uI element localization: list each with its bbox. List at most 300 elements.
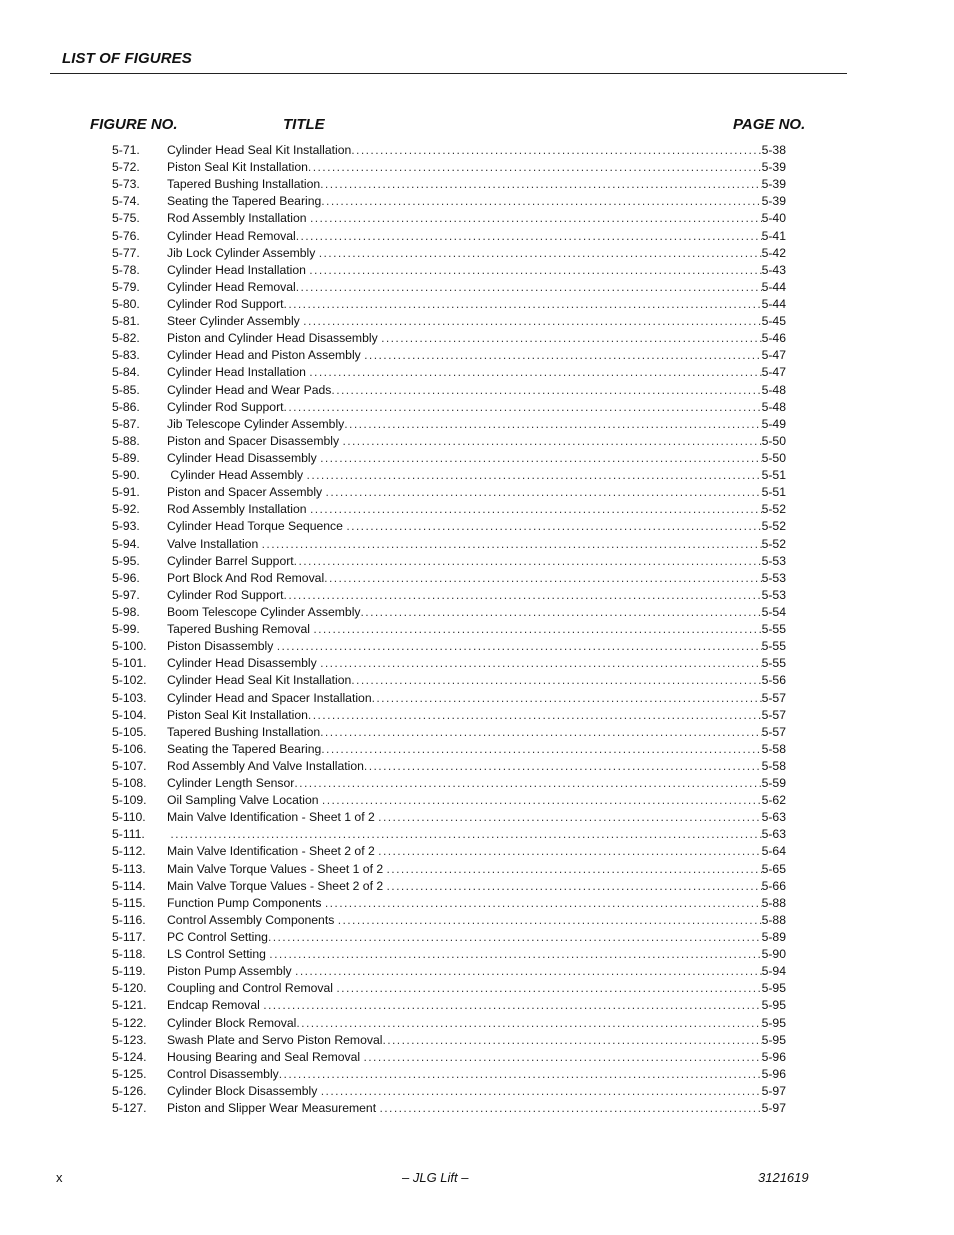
- figure-number: 5-71.: [112, 143, 140, 157]
- dot-leader: [309, 364, 761, 381]
- figure-number: 5-91.: [112, 485, 140, 500]
- dot-leader: [379, 1100, 761, 1117]
- figure-entry: [167, 245, 786, 262]
- figure-entry: [167, 895, 786, 912]
- figure-number: 5-109.: [112, 793, 147, 808]
- figure-entry: [167, 690, 786, 707]
- figure-number: 5-97.: [112, 587, 140, 602]
- list-item[interactable]: [112, 861, 786, 878]
- figure-title: Cylinder Barrel Support: [167, 553, 294, 568]
- figure-entry: [167, 142, 786, 159]
- figure-title: Cylinder Block Disassembly: [167, 1084, 321, 1099]
- figure-entry: [167, 724, 786, 741]
- figure-title: Function Pump Components: [167, 895, 325, 910]
- list-item[interactable]: [112, 775, 786, 792]
- dot-leader: [310, 501, 762, 518]
- figure-title: Cylinder Head Removal: [167, 279, 296, 294]
- list-item[interactable]: [112, 655, 786, 672]
- figure-title: PC Control Setting: [167, 930, 268, 945]
- figure-title: Steer Cylinder Assembly: [167, 314, 304, 329]
- figure-number: 5-96.: [112, 570, 140, 585]
- figure-number: 5-90.: [112, 468, 140, 483]
- list-item[interactable]: [112, 484, 786, 501]
- figure-page: 5-46: [761, 331, 786, 346]
- list-item[interactable]: [112, 347, 786, 364]
- figure-page: 5-88: [761, 912, 786, 927]
- figure-entry: [167, 1049, 786, 1066]
- figure-page: 5-95: [761, 1032, 786, 1047]
- dot-leader: [361, 604, 762, 621]
- figure-title: Swash Plate and Servo Piston Removal: [167, 1032, 383, 1047]
- list-item[interactable]: [112, 843, 786, 860]
- figure-title: Cylinder Head Installation: [167, 365, 310, 380]
- figure-title: Main Valve Torque Values - Sheet 2 of 2: [167, 878, 387, 893]
- figure-title: Piston and Slipper Wear Measurement: [167, 1101, 380, 1116]
- figure-entry: [167, 416, 786, 433]
- dot-leader: [320, 724, 761, 741]
- list-item[interactable]: [112, 1083, 786, 1100]
- list-item[interactable]: [112, 690, 786, 707]
- figure-number: 5-98.: [112, 604, 140, 619]
- figure-entry: [167, 1032, 786, 1049]
- dot-leader: [321, 1083, 762, 1100]
- dot-leader: [364, 347, 761, 364]
- list-item[interactable]: [112, 399, 786, 416]
- dot-leader: [325, 895, 762, 912]
- figure-title: Cylinder Rod Support: [167, 587, 284, 602]
- dot-leader: [336, 980, 761, 997]
- figure-title: Cylinder Head Torque Sequence: [167, 519, 347, 534]
- list-item[interactable]: [112, 262, 786, 279]
- list-item[interactable]: [112, 963, 786, 980]
- figure-number: 5-84.: [112, 365, 140, 380]
- figure-title: Tapered Bushing Removal: [167, 622, 314, 637]
- list-item[interactable]: [112, 878, 786, 895]
- figure-page: 5-47: [761, 365, 786, 380]
- figure-entry: [167, 912, 786, 929]
- figure-entry: [167, 296, 786, 313]
- list-item[interactable]: [112, 604, 786, 621]
- dot-leader: [277, 638, 762, 655]
- dot-leader: [170, 826, 761, 843]
- figure-page: 5-66: [761, 878, 786, 893]
- figure-title: Tapered Bushing Installation: [167, 177, 321, 192]
- dot-leader: [338, 912, 762, 929]
- figure-title: Jib Telescope Cylinder Assembly: [167, 416, 345, 431]
- figure-number: 5-100.: [112, 639, 147, 654]
- figure-entry: [167, 621, 786, 638]
- figure-page: 5-40: [761, 211, 786, 226]
- figure-number: 5-95.: [112, 553, 140, 568]
- dot-leader: [363, 1049, 761, 1066]
- figure-page: 5-59: [761, 776, 786, 791]
- figure-entry: [167, 792, 786, 809]
- list-item[interactable]: [112, 228, 786, 245]
- figure-page: 5-62: [761, 793, 786, 808]
- header-rule: [50, 73, 847, 74]
- figure-page: 5-39: [761, 177, 786, 192]
- figure-number: 5-118.: [112, 947, 146, 962]
- figure-number: 5-121.: [112, 998, 147, 1013]
- list-item[interactable]: [112, 330, 786, 347]
- figure-title: Piston Seal Kit Installation: [167, 707, 308, 722]
- figure-number: 5-106.: [112, 741, 147, 756]
- dot-leader: [324, 570, 761, 587]
- figure-page: 5-58: [761, 758, 786, 773]
- list-item[interactable]: [112, 758, 786, 775]
- list-item[interactable]: [112, 707, 786, 724]
- dot-leader: [296, 279, 762, 296]
- dot-leader: [268, 929, 762, 946]
- list-item[interactable]: [112, 159, 786, 176]
- figure-page: 5-63: [761, 827, 786, 842]
- dot-leader: [263, 997, 761, 1014]
- figure-number: 5-88.: [112, 433, 140, 448]
- dot-leader: [269, 946, 761, 963]
- figure-entry: [167, 963, 786, 980]
- figure-page: 5-39: [761, 194, 786, 209]
- figure-entry: [167, 553, 786, 570]
- figure-page: 5-97: [761, 1101, 786, 1116]
- figure-entry: [167, 655, 786, 672]
- column-head-page-no: PAGE NO.: [733, 116, 806, 133]
- list-item[interactable]: [112, 313, 786, 330]
- figure-entry: [167, 382, 786, 399]
- figure-title: Cylinder Head and Spacer Installation: [167, 690, 372, 705]
- figure-title: Piston Seal Kit Installation: [167, 160, 308, 175]
- list-item[interactable]: [112, 912, 786, 929]
- figure-page: 5-97: [761, 1084, 786, 1099]
- figure-number: 5-78.: [112, 262, 140, 277]
- list-item[interactable]: [112, 1100, 786, 1117]
- figure-page: 5-63: [761, 810, 786, 825]
- list-item[interactable]: [112, 570, 786, 587]
- figure-number: 5-75.: [112, 211, 140, 226]
- list-item[interactable]: [112, 245, 786, 262]
- dot-leader: [364, 758, 762, 775]
- list-item[interactable]: [112, 809, 786, 826]
- figure-number: 5-73.: [112, 177, 140, 192]
- list-item[interactable]: [112, 142, 786, 159]
- figure-entry: [167, 536, 786, 553]
- list-item[interactable]: [112, 296, 786, 313]
- figure-page: 5-88: [761, 895, 786, 910]
- figure-entry: [167, 672, 786, 689]
- list-item[interactable]: [112, 895, 786, 912]
- dot-leader: [387, 861, 762, 878]
- figure-entry: [167, 878, 786, 895]
- figure-title: Cylinder Head Disassembly: [167, 656, 321, 671]
- figure-page: 5-39: [761, 160, 786, 175]
- figure-number: 5-112.: [112, 844, 146, 859]
- figure-title: Control Assembly Components: [167, 912, 338, 927]
- list-item[interactable]: [112, 997, 786, 1014]
- list-item[interactable]: [112, 176, 786, 193]
- figure-page: 5-55: [761, 639, 786, 654]
- list-item[interactable]: [112, 741, 786, 758]
- list-item[interactable]: [112, 553, 786, 570]
- dot-leader: [320, 450, 762, 467]
- dot-leader: [321, 193, 761, 210]
- dot-leader: [331, 382, 761, 399]
- figure-page: 5-52: [761, 502, 786, 517]
- figure-number: 5-82.: [112, 331, 140, 346]
- figure-entry: [167, 313, 786, 330]
- dot-leader: [294, 553, 762, 570]
- list-item[interactable]: [112, 416, 786, 433]
- dot-leader: [284, 399, 762, 416]
- dot-leader: [322, 792, 762, 809]
- figure-title: Cylinder Head Seal Kit Installation: [167, 673, 352, 688]
- list-item[interactable]: [112, 929, 786, 946]
- figure-page: 5-95: [761, 1015, 786, 1030]
- figure-number: 5-127.: [112, 1101, 147, 1116]
- figure-page: 5-95: [761, 998, 786, 1013]
- figure-entry: [167, 826, 786, 843]
- dot-leader: [372, 690, 762, 707]
- dot-leader: [296, 1015, 761, 1032]
- figure-number: 5-113.: [112, 861, 146, 876]
- figure-title: Coupling and Control Removal: [167, 981, 337, 996]
- figure-entry: [167, 228, 786, 245]
- figure-title: Rod Assembly Installation: [167, 502, 310, 517]
- figure-entry: [167, 980, 786, 997]
- figure-title: Oil Sampling Valve Location: [167, 793, 322, 808]
- figure-number: 5-85.: [112, 382, 140, 397]
- figure-title: LS Control Setting: [167, 947, 270, 962]
- figure-page: 5-55: [761, 656, 786, 671]
- list-item[interactable]: [112, 467, 786, 484]
- figure-entry: [167, 758, 786, 775]
- figure-page: 5-96: [761, 1066, 786, 1081]
- figure-entry: [167, 775, 786, 792]
- figure-number: 5-107.: [112, 758, 147, 773]
- list-item[interactable]: [112, 433, 786, 450]
- figure-page: 5-44: [761, 279, 786, 294]
- figure-page: 5-43: [761, 262, 786, 277]
- footer-doc-number: 3121619: [758, 1170, 809, 1185]
- list-item[interactable]: [112, 946, 786, 963]
- figure-page: 5-53: [761, 553, 786, 568]
- list-item[interactable]: [112, 501, 786, 518]
- dot-leader: [309, 262, 761, 279]
- dot-leader: [319, 245, 762, 262]
- dot-leader: [320, 655, 762, 672]
- figure-page: 5-48: [761, 399, 786, 414]
- figure-entry: [167, 1015, 786, 1032]
- list-item[interactable]: [112, 826, 786, 843]
- list-item[interactable]: [112, 724, 786, 741]
- figure-page: 5-50: [761, 433, 786, 448]
- figure-number: 5-77.: [112, 245, 140, 260]
- figure-number: 5-72.: [112, 160, 140, 175]
- list-item[interactable]: [112, 621, 786, 638]
- dot-leader: [378, 843, 761, 860]
- figure-number: 5-110.: [112, 810, 146, 825]
- list-item[interactable]: [112, 980, 786, 997]
- figure-entry: [167, 347, 786, 364]
- figure-title: Tapered Bushing Installation: [167, 724, 321, 739]
- figure-number: 5-80.: [112, 296, 140, 311]
- list-item[interactable]: [112, 536, 786, 553]
- figure-page: 5-44: [761, 296, 786, 311]
- figure-number: 5-81.: [112, 314, 140, 329]
- figure-number: 5-123.: [112, 1032, 147, 1047]
- list-item[interactable]: [112, 638, 786, 655]
- figure-title: Cylinder Head Removal: [167, 228, 296, 243]
- figure-number: 5-74.: [112, 194, 140, 209]
- dot-leader: [351, 142, 761, 159]
- figure-page: 5-42: [761, 245, 786, 260]
- figure-title: Rod Assembly And Valve Installation: [167, 758, 364, 773]
- figure-number: 5-115.: [112, 895, 146, 910]
- figure-entry: [167, 330, 786, 347]
- figure-title: Cylinder Head and Wear Pads: [167, 382, 332, 397]
- figure-page: 5-58: [761, 741, 786, 756]
- dot-leader: [344, 416, 761, 433]
- figure-page: 5-95: [761, 981, 786, 996]
- figure-title: Cylinder Head Installation: [167, 262, 310, 277]
- list-item[interactable]: [112, 1032, 786, 1049]
- figure-number: 5-103.: [112, 690, 147, 705]
- figure-number: 5-93.: [112, 519, 140, 534]
- list-item[interactable]: [112, 193, 786, 210]
- dot-leader: [387, 878, 762, 895]
- list-item[interactable]: [112, 364, 786, 381]
- dot-leader: [326, 484, 762, 501]
- figure-entry: [167, 501, 786, 518]
- figure-page: 5-55: [761, 622, 786, 637]
- footer-publisher: – JLG Lift –: [402, 1170, 469, 1185]
- figure-number: 5-125.: [112, 1066, 147, 1081]
- dot-leader: [346, 518, 761, 535]
- figure-title: Piston Disassembly: [167, 639, 277, 654]
- list-item[interactable]: [112, 518, 786, 535]
- figure-page: 5-57: [761, 690, 786, 705]
- list-item[interactable]: [112, 450, 786, 467]
- figure-number: 5-126.: [112, 1084, 147, 1099]
- figure-entry: [167, 861, 786, 878]
- dot-leader: [382, 1032, 761, 1049]
- figure-title: Main Valve Identification - Sheet 2 of 2: [167, 844, 379, 859]
- figure-page: 5-53: [761, 587, 786, 602]
- figure-page: 5-89: [761, 930, 786, 945]
- figure-page: 5-51: [761, 485, 786, 500]
- figure-title: Piston and Spacer Assembly: [167, 485, 326, 500]
- figure-title: Cylinder Head Seal Kit Installation: [167, 143, 352, 157]
- figure-entry: [167, 587, 786, 604]
- list-item[interactable]: [112, 210, 786, 227]
- dot-leader: [295, 963, 762, 980]
- figure-number: 5-76.: [112, 228, 140, 243]
- figure-page: 5-57: [761, 724, 786, 739]
- figure-page: 5-47: [761, 348, 786, 363]
- figure-page: 5-45: [761, 314, 786, 329]
- figure-title: Control Disassembly: [167, 1066, 279, 1081]
- figure-page: 5-96: [761, 1049, 786, 1064]
- figure-page: 5-65: [761, 861, 786, 876]
- figure-entry: [167, 741, 786, 758]
- list-item[interactable]: [112, 672, 786, 689]
- dot-leader: [321, 741, 761, 758]
- list-item[interactable]: [112, 279, 786, 296]
- dot-leader: [296, 228, 762, 245]
- figure-page: 5-54: [761, 604, 786, 619]
- figure-page: 5-53: [761, 570, 786, 585]
- figure-title: Boom Telescope Cylinder Assembly: [167, 604, 361, 619]
- figure-list: [112, 142, 786, 1117]
- dot-leader: [303, 313, 761, 330]
- dot-leader: [351, 672, 761, 689]
- figure-page: 5-49: [761, 416, 786, 431]
- figure-entry: [167, 450, 786, 467]
- figure-title: Seating the Tapered Bearing: [167, 741, 322, 756]
- dot-leader: [307, 467, 762, 484]
- figure-title: Main Valve Torque Values - Sheet 1 of 2: [167, 861, 387, 876]
- figure-number: 5-124.: [112, 1049, 147, 1064]
- figure-entry: [167, 262, 786, 279]
- figure-title: Seating the Tapered Bearing: [167, 194, 322, 209]
- figure-entry: [167, 604, 786, 621]
- dot-leader: [284, 587, 762, 604]
- figure-number: 5-102.: [112, 673, 147, 688]
- figure-entry: [167, 518, 786, 535]
- figure-entry: [167, 193, 786, 210]
- figure-page: 5-52: [761, 536, 786, 551]
- figure-title: Main Valve Identification - Sheet 1 of 2: [167, 810, 379, 825]
- list-item[interactable]: [112, 587, 786, 604]
- figure-page: 5-50: [761, 450, 786, 465]
- column-head-figure-no: FIGURE NO.: [90, 116, 178, 133]
- figure-entry: [167, 467, 786, 484]
- figure-title: Cylinder Head Assembly: [167, 468, 307, 483]
- figure-entry: [167, 946, 786, 963]
- figure-number: 5-116.: [112, 912, 146, 927]
- figure-entry: [167, 159, 786, 176]
- figure-entry: [167, 707, 786, 724]
- figure-number: 5-104.: [112, 707, 147, 722]
- list-item[interactable]: [112, 382, 786, 399]
- figure-title: Port Block And Rod Removal: [167, 570, 325, 585]
- figure-number: 5-117.: [112, 930, 146, 945]
- figure-title: Endcap Removal: [167, 998, 264, 1013]
- figure-number: 5-122.: [112, 1015, 147, 1030]
- figure-page: 5-38: [761, 143, 786, 157]
- figure-number: 5-120.: [112, 981, 147, 996]
- figure-title: Cylinder Rod Support: [167, 399, 284, 414]
- figure-number: 5-86.: [112, 399, 140, 414]
- figure-page: 5-64: [761, 844, 786, 859]
- dot-leader: [279, 1066, 762, 1083]
- dot-leader: [308, 159, 762, 176]
- list-item[interactable]: [112, 1015, 786, 1032]
- figure-entry: [167, 997, 786, 1014]
- figure-entry: [167, 929, 786, 946]
- figure-number: 5-99.: [112, 622, 140, 637]
- list-item[interactable]: [112, 1066, 786, 1083]
- figure-entry: [167, 399, 786, 416]
- figure-number: 5-92.: [112, 502, 140, 517]
- dot-leader: [294, 775, 761, 792]
- figure-number: 5-119.: [112, 964, 146, 979]
- list-item[interactable]: [112, 1049, 786, 1066]
- dot-leader: [342, 433, 761, 450]
- figure-title: Piston and Spacer Disassembly: [167, 433, 343, 448]
- list-item[interactable]: [112, 792, 786, 809]
- figure-title: Valve Installation: [167, 536, 262, 551]
- dot-leader: [320, 176, 761, 193]
- figure-entry: [167, 176, 786, 193]
